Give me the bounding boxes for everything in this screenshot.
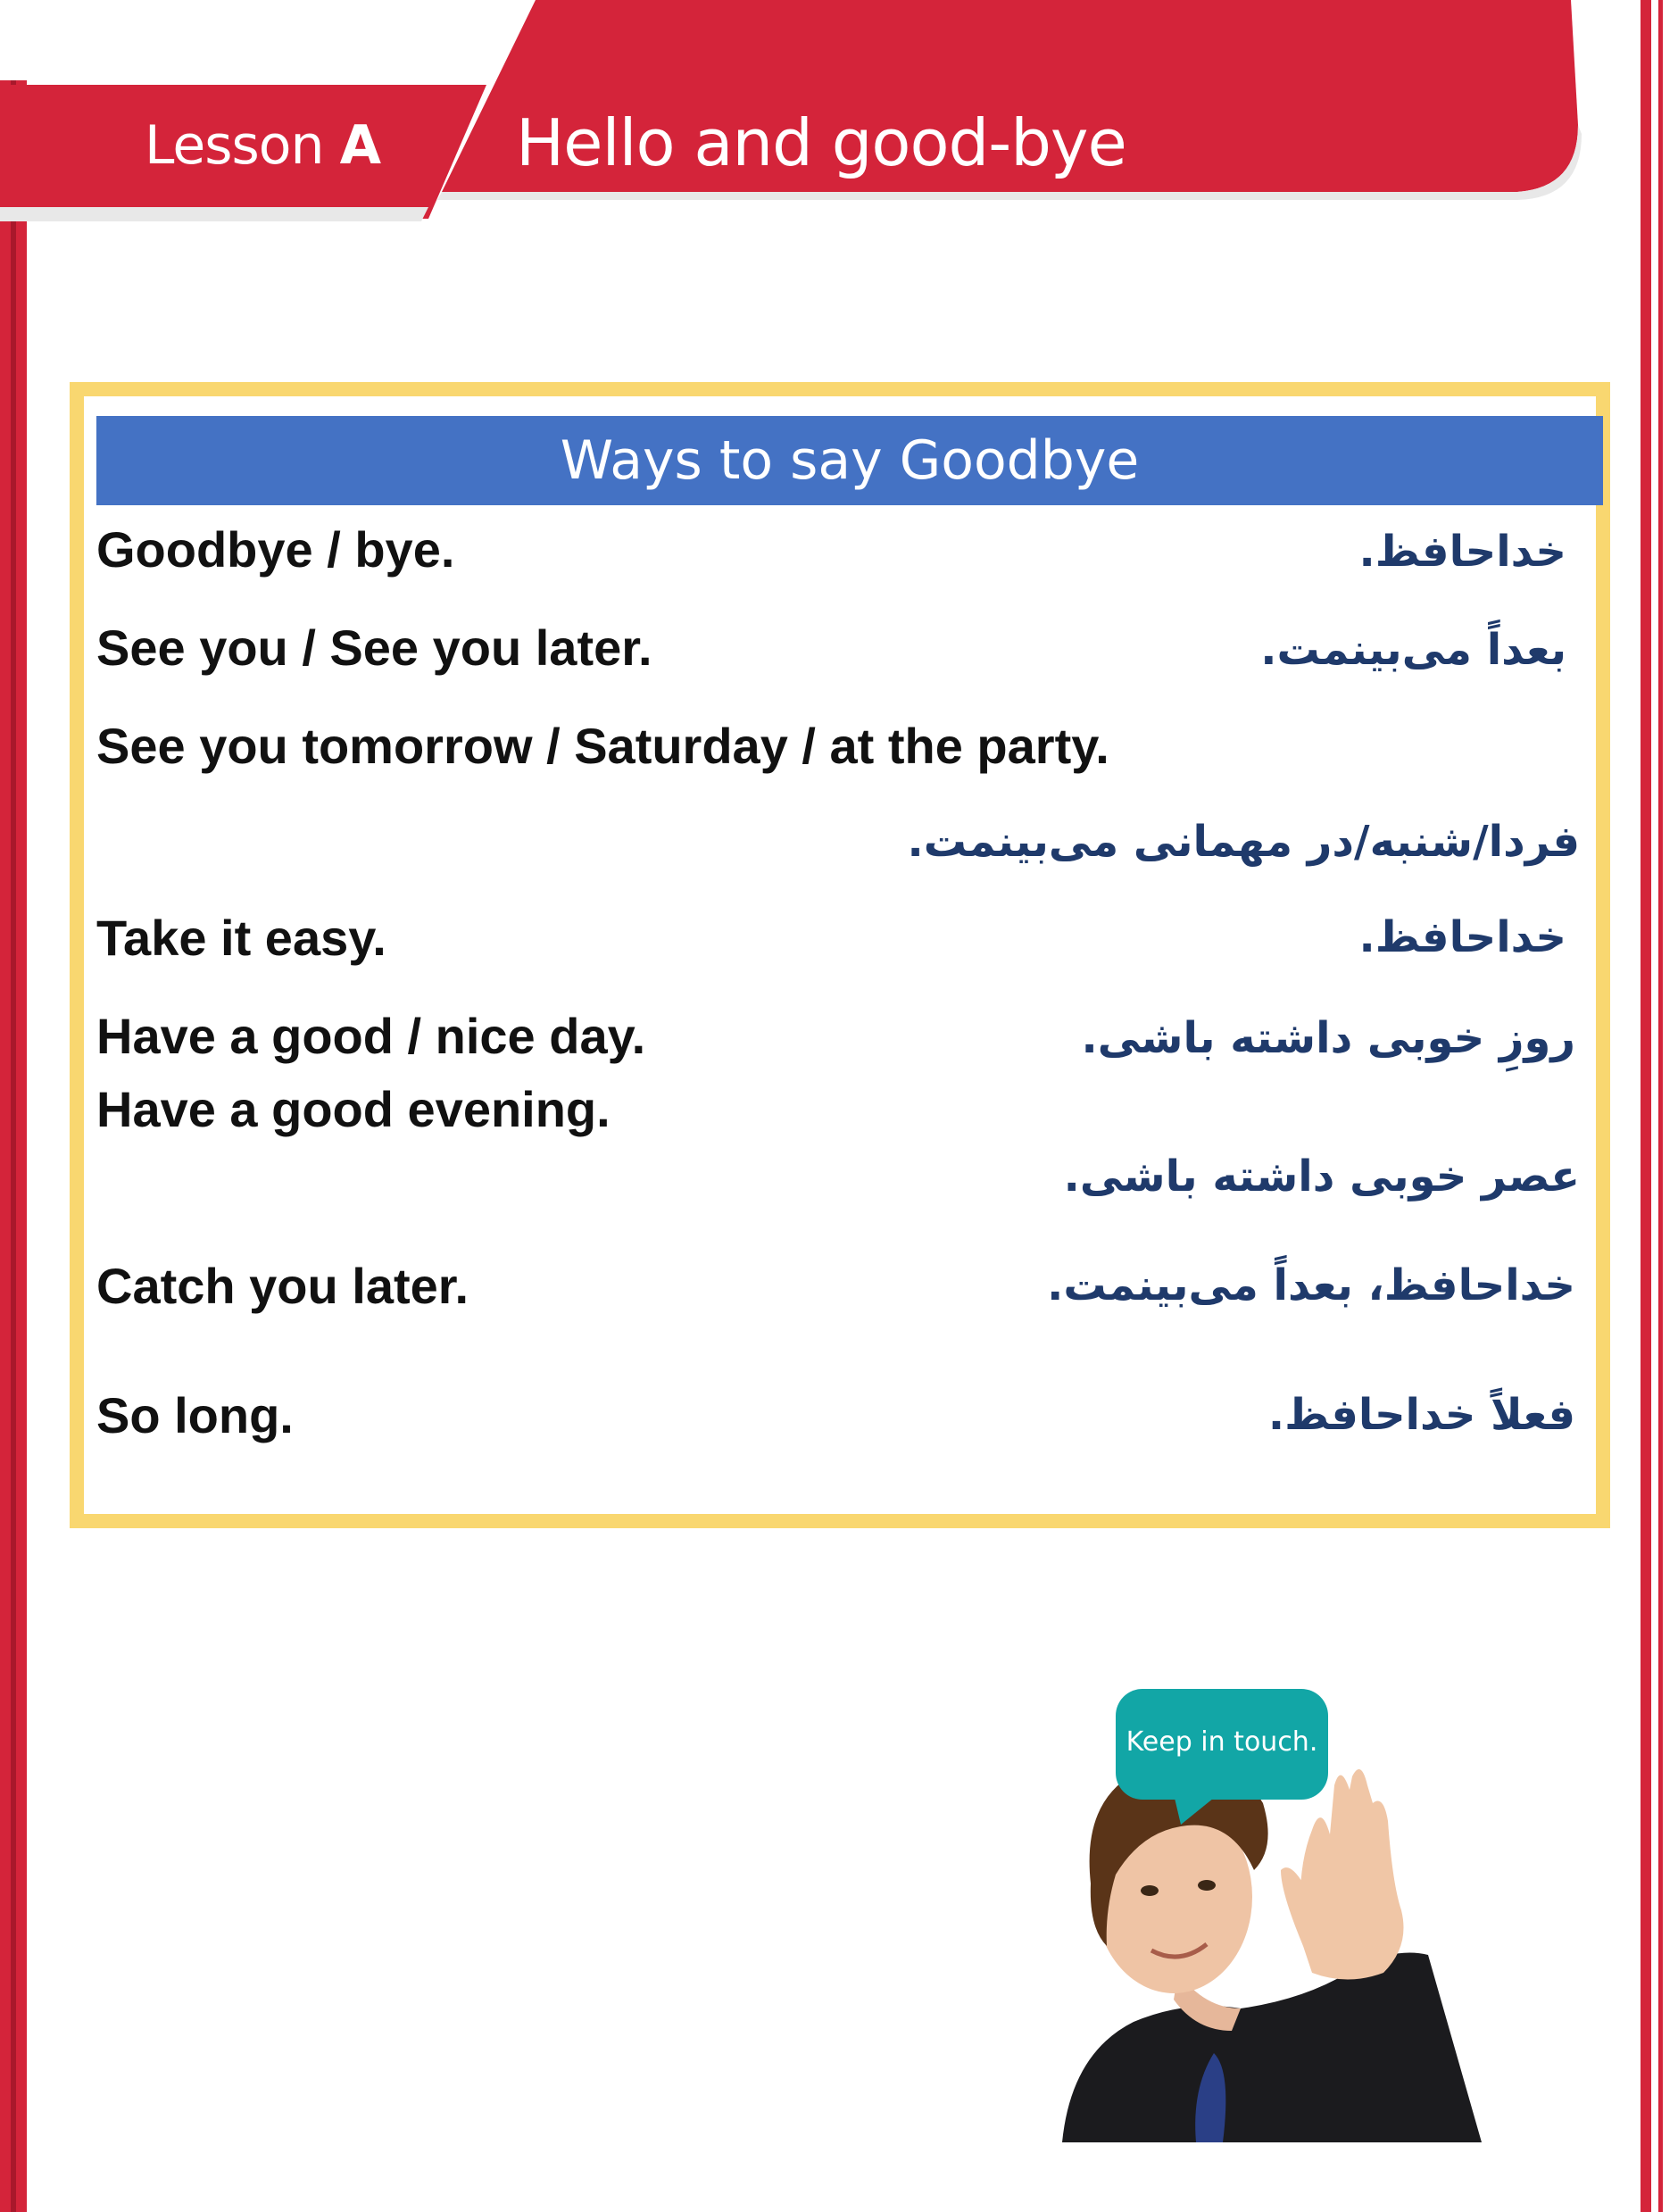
lesson-label: Lesson A [145,114,381,177]
phrase-en-3: See you tomorrow / Saturday / at the party. [96,718,1109,774]
phrase-en-6: Have a good evening. [96,1081,611,1137]
right-margin-bar [1641,0,1651,2212]
phrase-en-4: Take it easy. [96,910,386,966]
phrase-fa-5: روزِ خوبی داشته باشی. [1081,1013,1575,1063]
lesson-tab-shadow [0,207,428,221]
phrase-en-5: Have a good / nice day. [96,1008,646,1064]
page-title: Hello and good-bye [516,105,1126,180]
phrase-en-2: See you / See you later. [96,620,652,676]
phrase-fa-2: بعداً می‌بینمت. [1260,625,1566,675]
phrase-fa-1: خداحافظ. [1358,527,1566,577]
phrase-en-1: Goodbye / bye. [96,521,455,578]
phrase-en-7: Catch you later. [96,1258,469,1314]
phrase-fa-6: عصر خوبی داشته باشی. [1063,1152,1580,1202]
phrase-fa-7: خداحافظ، بعداً می‌بینمت. [1047,1260,1575,1310]
phrase-en-8: So long. [96,1387,294,1443]
phrase-fa-8: فعلاً خداحافظ. [1267,1390,1575,1440]
right-margin-bar-thin [1658,0,1663,2212]
left-margin-bar-inner [11,80,16,2212]
speech-bubble-text: Keep in touch. [1126,1726,1318,1758]
speech-bubble-tail [1174,1794,1227,1830]
phrase-box-title: Ways to say Goodbye [96,416,1603,505]
phrase-fa-4: خداحافظ. [1358,912,1566,962]
phrase-fa-3: فردا/شنبه/در مهمانی می‌بینمت. [907,817,1580,867]
